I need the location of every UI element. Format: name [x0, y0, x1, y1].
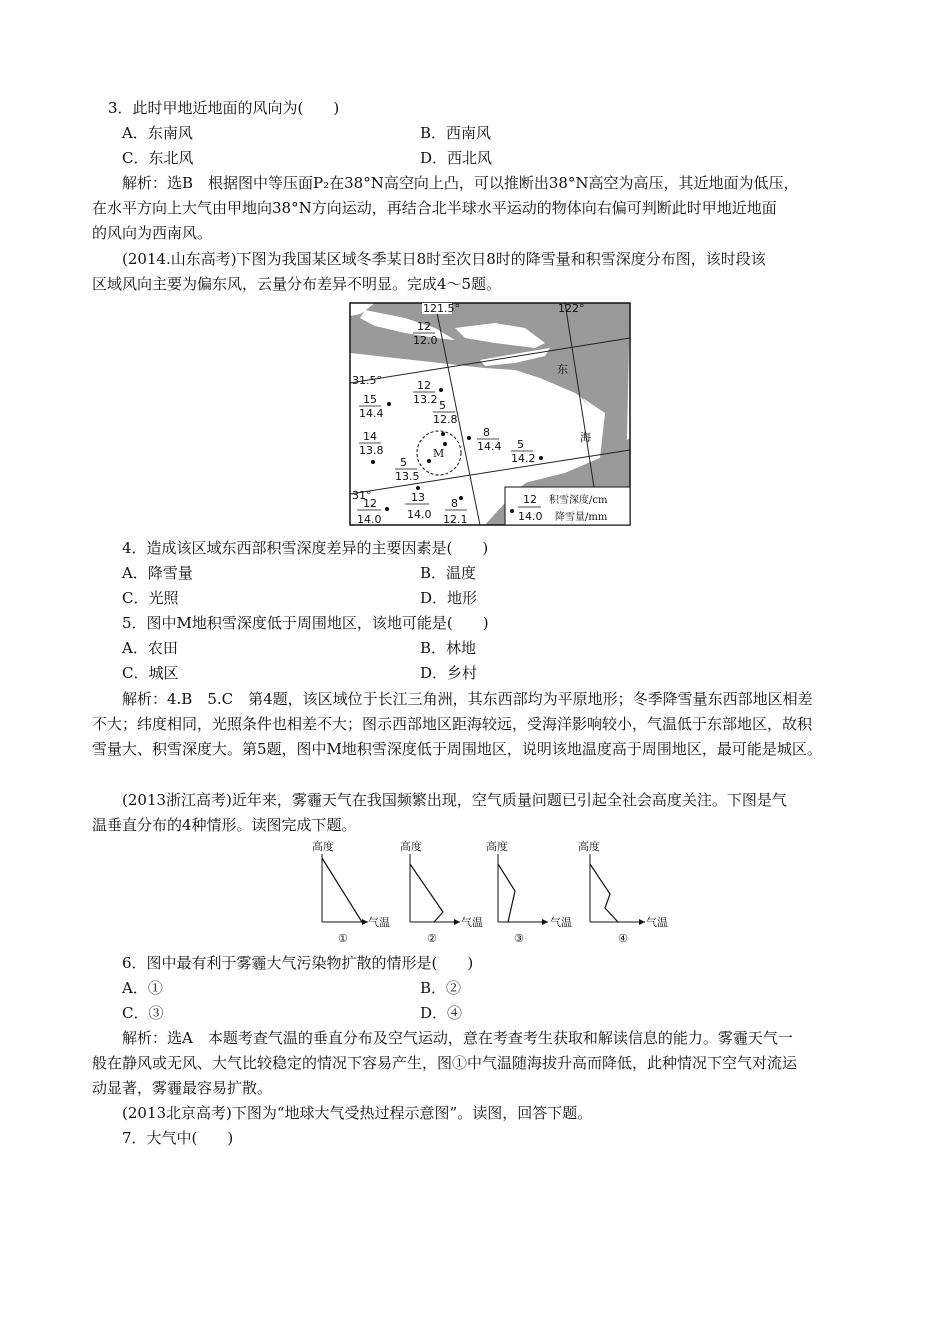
svg-text:12: 12	[417, 379, 431, 392]
q6-option-a: A．①	[122, 979, 163, 997]
svg-text:5: 5	[517, 438, 524, 451]
svg-text:高度: 高度	[400, 840, 422, 853]
q6-analysis: 解析：选A 本题考查气温的垂直分布及空气运动，意在考查考生获取和解读信息的能力。雾霾天气一	[122, 1029, 793, 1047]
svg-text:14.2: 14.2	[511, 452, 536, 465]
q6-stem: 6．图中最有利于雾霾大气污染物扩散的情形是( )	[122, 954, 474, 972]
svg-text:气温: 气温	[461, 916, 483, 929]
q5-option-a: A．农田	[122, 639, 178, 657]
svg-text:积雪深度/cm: 积雪深度/cm	[549, 495, 608, 506]
intro-q7: (2013北京高考)下图为“地球大气受热过程示意图”。读图，回答下题。	[122, 1104, 593, 1122]
svg-text:④: ④	[618, 932, 628, 945]
q3-option-c: C．东北风	[122, 149, 194, 167]
svg-text:12.8: 12.8	[433, 413, 458, 426]
q4-option-c: C．光照	[122, 589, 179, 607]
svg-text:15: 15	[363, 393, 377, 406]
svg-text:14.0: 14.0	[518, 510, 543, 523]
lon-label: 121.5°	[423, 302, 460, 315]
svg-text:8: 8	[451, 497, 458, 510]
q7-stem: 7．大气中( )	[122, 1129, 234, 1147]
svg-text:14: 14	[363, 430, 377, 443]
svg-text:高度: 高度	[312, 840, 334, 853]
svg-text:13.2: 13.2	[413, 393, 438, 406]
q3-analysis: 解析：选B 根据图中等压面P₂在38°N高空向上凸，可以推断出38°N高空为高压，其近地面为低压，	[122, 174, 799, 192]
q4-5-analysis-cont: 不大；纬度相同，光照条件也相差不大；图示西部地区距海较远，受海洋影响较小，气温低于东部地区，故积	[92, 715, 813, 733]
svg-text:高度: 高度	[578, 840, 600, 853]
svg-text:12: 12	[417, 320, 431, 333]
svg-text:13: 13	[411, 491, 425, 504]
svg-text:12: 12	[523, 493, 537, 506]
profile-graph-1	[312, 839, 390, 945]
q6-option-c: C．③	[122, 1004, 164, 1022]
lat-label: 31.5°	[352, 374, 382, 387]
profile-graph-4	[578, 839, 668, 945]
svg-text:12: 12	[363, 497, 377, 510]
map-legend	[505, 487, 630, 525]
svg-text:13.8: 13.8	[359, 444, 384, 457]
q3-option-b: B．西南风	[420, 124, 492, 142]
svg-text:8: 8	[483, 426, 490, 439]
intro-q4-5: (2014.山东高考)下图为我国某区域冬季某日8时至次日8时的降雪量和积雪深度分布图，该时段该	[122, 250, 766, 268]
svg-text:5: 5	[400, 456, 407, 469]
q3-option-d: D．西北风	[420, 149, 493, 167]
intro-q6-cont: 温垂直分布的4种情形。读图完成下题。	[92, 816, 357, 834]
q5-option-b: B．林地	[420, 639, 477, 657]
profile-graph-3	[486, 839, 572, 945]
q6-option-d: D．④	[420, 1004, 463, 1022]
point-m-label: M	[433, 447, 445, 460]
svg-text:气温: 气温	[550, 916, 572, 929]
svg-text:高度: 高度	[486, 840, 508, 853]
q4-option-d: D．地形	[420, 589, 478, 607]
svg-text:降雪量/mm: 降雪量/mm	[555, 512, 608, 523]
sea-label: 海	[580, 431, 591, 444]
q4-5-analysis: 解析：4.B 5.C 第4题，该区域位于长江三角洲，其东西部均为平原地形；冬季降雪量东西部地区相差	[122, 690, 813, 708]
svg-text:13.5: 13.5	[395, 470, 420, 483]
q3-stem: 3．此时甲地近地面的风向为( )	[108, 99, 340, 117]
svg-text:①: ①	[338, 932, 348, 945]
q3-analysis-cont: 的风向为西南风。	[92, 224, 213, 242]
temperature-profiles	[300, 836, 680, 948]
q5-option-d: D．乡村	[420, 664, 478, 682]
intro-q6: (2013浙江高考)近年来，雾霾天气在我国频繁出现，空气质量问题已引起全社会高度关注。下图是气	[122, 791, 787, 809]
svg-text:气温: 气温	[368, 916, 390, 929]
svg-text:5: 5	[439, 399, 446, 412]
svg-text:14.4: 14.4	[477, 440, 502, 453]
q4-5-analysis-cont: 雪量大、积雪深度大。第5题，图中M地积雪深度低于周围地区，说明该地温度高于周围地区，最可能是城区。	[92, 740, 822, 758]
profile-graph-2	[400, 839, 483, 945]
intro-q4-5-cont: 区域风向主要为偏东风，云量分布差异不明显。完成4～5题。	[92, 275, 502, 293]
lon-label: 122°	[558, 302, 585, 315]
svg-text:12.1: 12.1	[443, 513, 468, 526]
lat-label: 31°	[352, 489, 372, 502]
svg-text:14.0: 14.0	[407, 508, 432, 521]
q3-analysis-cont: 在水平方向上大气由甲地向38°N方向运动，再结合北半球水平运动的物体向右偏可判断此时甲地近地面	[92, 199, 777, 217]
q4-stem: 4．造成该区域东西部积雪深度差异的主要因素是( )	[122, 539, 489, 557]
svg-text:14.0: 14.0	[357, 513, 382, 526]
q3-option-a: A．东南风	[122, 124, 193, 142]
svg-text:12.0: 12.0	[413, 334, 438, 347]
q4-option-b: B．温度	[420, 564, 477, 582]
q4-option-a: A．降雪量	[122, 564, 193, 582]
svg-text:③: ③	[514, 932, 524, 945]
q6-option-b: B．②	[420, 979, 462, 997]
svg-text:②: ②	[427, 932, 437, 945]
sea-label: 东	[557, 363, 568, 376]
q5-stem: 5．图中M地积雪深度低于周围地区，该地可能是( )	[122, 614, 489, 632]
q6-analysis-cont: 动显著，雾霾最容易扩散。	[92, 1079, 273, 1097]
snow-map	[345, 298, 635, 530]
q6-analysis-cont: 般在静风或无风、大气比较稳定的情况下容易产生，图①中气温随海拔升高而降低，此种情况下空气对流运	[92, 1054, 798, 1072]
svg-text:14.4: 14.4	[359, 407, 384, 420]
svg-text:气温: 气温	[646, 916, 668, 929]
q5-option-c: C．城区	[122, 664, 179, 682]
